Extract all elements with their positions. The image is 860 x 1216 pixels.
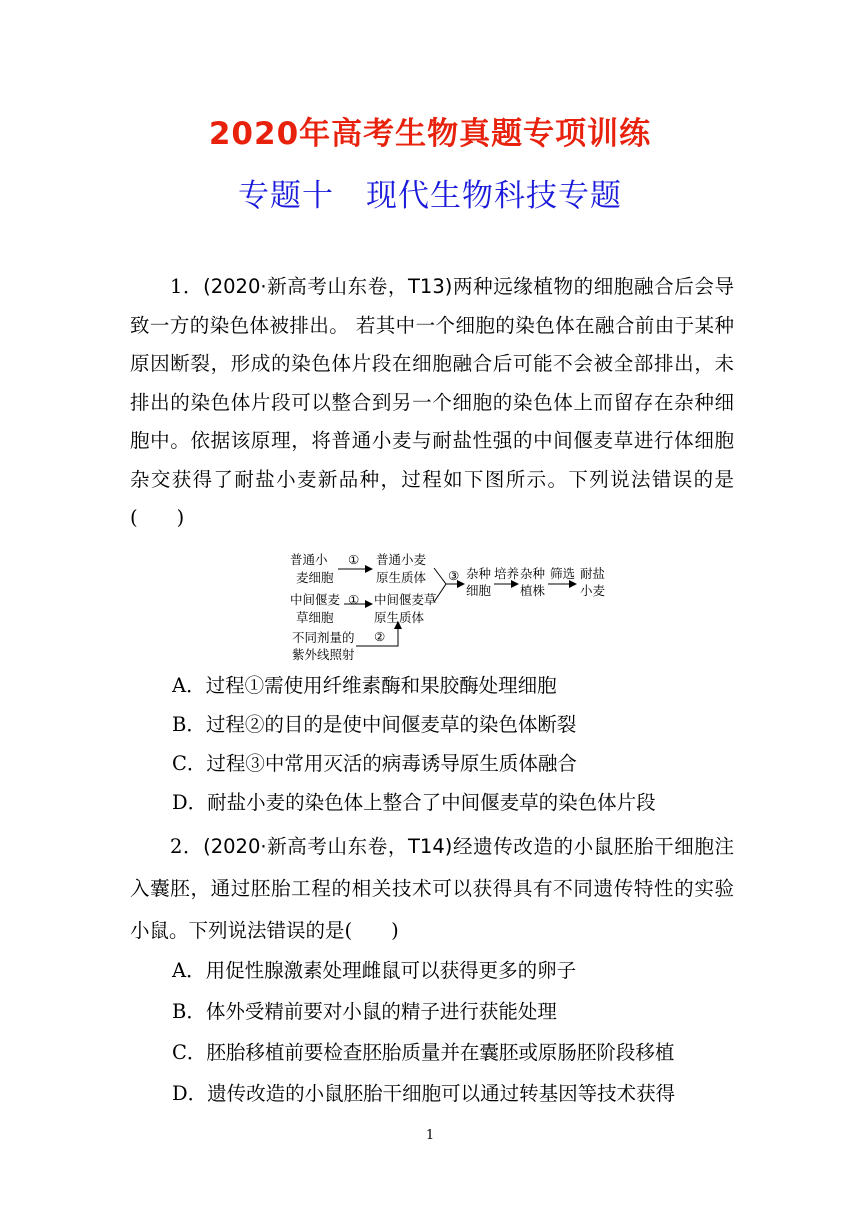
uv-label-1: 不同剂量的 bbox=[292, 630, 355, 645]
screen-label: 筛选 bbox=[550, 566, 576, 581]
question-1-option-c: C．过程③中常用灭活的病毒诱导原生质体融合 bbox=[172, 752, 577, 775]
question-1-number: 1． bbox=[170, 275, 204, 298]
topic-subtitle: 专题十 现代生物科技专题 bbox=[238, 178, 622, 214]
question-1-option-d: D．耐盐小麦的染色体上整合了中间偃麦草的染色体片段 bbox=[172, 791, 656, 814]
question-2-source: (2020·新高考山东卷，T14) bbox=[203, 835, 453, 858]
hybrid-plant-label-1: 杂种 bbox=[520, 566, 546, 581]
culture-label: 培养 bbox=[494, 566, 520, 581]
question-1-text: 两种远缘植物的细胞融合后会导致一方的染色体被排出。 若其中一个细胞的染色体在融合前由于某种原因断裂，形成的染色体片段在细胞融合后可能不会被全部排出，未排出的染色体片段可以整合到另一个细胞的染色体上而留存在杂种细胞中。依据该原理，将普通小麦与耐盐性强的中间偃麦草进行体细胞杂交获得了耐盐小麦新品种，过程如下图所示。下列说法错误的是( ) bbox=[130, 275, 734, 529]
question-1-source: (2020·新高考山东卷，T13) bbox=[203, 275, 453, 298]
grass-cell-label-1: 中间偃麦 bbox=[290, 592, 341, 607]
question-2-number: 2． bbox=[170, 835, 204, 858]
hybrid-cell-label-2: 细胞 bbox=[466, 583, 492, 598]
result-label-2: 小麦 bbox=[580, 583, 606, 598]
wheat-cell-label-2: 麦细胞 bbox=[296, 570, 334, 585]
question-1-stem bbox=[130, 268, 734, 538]
wheat-protoplast-label-2: 原生质体 bbox=[376, 570, 427, 585]
wheat-cell-label-1: 普通小 bbox=[290, 552, 328, 567]
step2-label: ② bbox=[374, 629, 386, 644]
hybrid-plant-label-2: 植株 bbox=[520, 583, 546, 598]
result-label-1: 耐盐 bbox=[580, 566, 606, 581]
step3-label: ③ bbox=[448, 568, 460, 583]
question-2-option-d: D．遗传改造的小鼠胚胎干细胞可以通过转基因等技术获得 bbox=[172, 1082, 676, 1105]
step1-bottom-label: ① bbox=[348, 592, 360, 607]
question-2-text: 经遗传改造的小鼠胚胎干细胞注入囊胚，通过胚胎工程的相关技术可以获得具有不同遗传特性的实验小鼠。下列说法错误的是( ) bbox=[130, 835, 734, 942]
hybrid-cell-label-1: 杂种 bbox=[466, 566, 492, 581]
question-2-option-b: B．体外受精前要对小鼠的精子进行获能处理 bbox=[172, 1000, 557, 1023]
process-diagram bbox=[288, 546, 628, 664]
grass-cell-label-2: 草细胞 bbox=[296, 610, 334, 625]
question-1-option-b: B．过程②的目的是使中间偃麦草的染色体断裂 bbox=[172, 713, 577, 736]
question-2-option-a: A．用促性腺激素处理雌鼠可以获得更多的卵子 bbox=[172, 959, 577, 982]
page-number: 1 bbox=[425, 1128, 435, 1143]
page-title: 2020年高考生物真题专项训练 bbox=[208, 116, 652, 152]
question-2-option-c: C．胚胎移植前要检查胚胎质量并在囊胚或原肠胚阶段移植 bbox=[172, 1041, 675, 1064]
grass-protoplast-label-2: 原生质体 bbox=[374, 610, 425, 625]
question-2-stem bbox=[130, 826, 734, 952]
uv-label-2: 紫外线照射 bbox=[292, 647, 355, 662]
wheat-protoplast-label-1: 普通小麦 bbox=[376, 552, 427, 567]
grass-protoplast-label-1: 中间偃麦草 bbox=[374, 592, 437, 607]
question-1-option-a: A．过程①需使用纤维素酶和果胶酶处理细胞 bbox=[172, 674, 557, 697]
step1-top-label: ① bbox=[348, 552, 360, 567]
